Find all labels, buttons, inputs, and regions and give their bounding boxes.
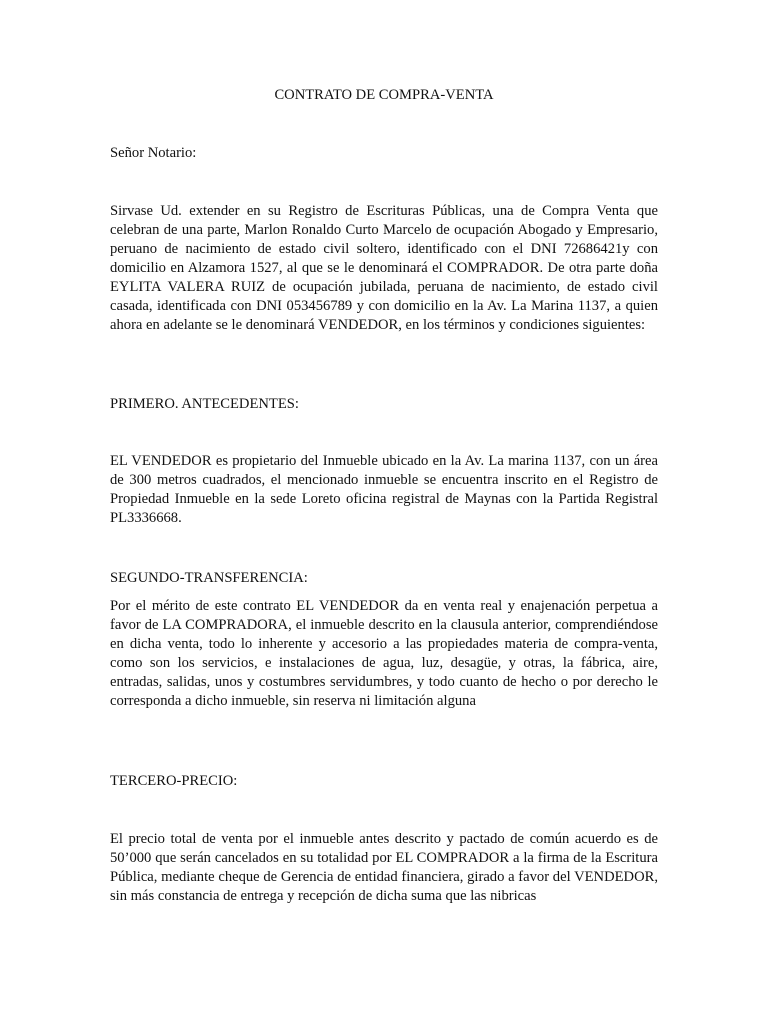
salutation: Señor Notario: — [110, 145, 197, 161]
intro-paragraph: Sirvase Ud. extender en su Registro de Escrituras Públicas, una de Compra Venta que celebran de una parte, Marlon Ronaldo Curto Marcelo de ocupación Abogado y Empresario, peruano de nacimiento de estado civil soltero, identificado con el DNI 72686421y con domicilio en Alzamora 1527, al que se le denominará el COMPRADOR. De otra parte doña EYLITA VALERA RUIZ de ocupación jubilada, peruana de nacimiento, de estado civil casada, identificada con DNI 053456789 y con domicilio en la Av. La Marina 1137, a quien ahora en adelante se le denominará VENDEDOR, en los términos y condiciones siguientes: — [110, 203, 658, 333]
section-segundo-paragraph: Por el mérito de este contrato EL VENDEDOR da en venta real y enajenación perpetua a favor de LA COMPRADORA, el inmueble descrito en la clausula anterior, comprendiéndose en dicha venta, todo lo inherente y accesorio a las propiedades materia de compra-venta, como son los servicios, e instalaciones de agua, luz, desagüe, y otras, la fábrica, aire, entradas, salidas, unos y costumbres servidumbres, y todo cuanto de hecho o por derecho le corresponda a dicho inmueble, sin reserva ni limitación alguna — [110, 598, 658, 709]
section-primero-heading: PRIMERO. ANTECEDENTES: — [110, 396, 299, 412]
section-tercero-paragraph: El precio total de venta por el inmueble antes descrito y pactado de común acuerdo es de 50’000 que serán cancelados en su totalidad por EL COMPRADOR a la firma de la Escritura Pública, mediante cheque de Gerencia de entidad financiera, girado a favor del VENDEDOR, sin más constancia de entrega y recepción de dicha suma que las nibricas — [110, 831, 658, 904]
section-segundo-heading: SEGUNDO-TRANSFERENCIA: — [110, 570, 308, 586]
section-tercero-heading: TERCERO-PRECIO: — [110, 773, 238, 789]
section-primero-paragraph: EL VENDEDOR es propietario del Inmueble ubicado en la Av. La marina 1137, con un área de 300 metros cuadrados, el mencionado inmueble se encuentra inscrito en el Registro de Propiedad Inmueble en la sede Loreto oficina registral de Maynas con la Partida Registral PL3336668. — [110, 453, 658, 526]
document-title: CONTRATO DE COMPRA-VENTA — [274, 87, 494, 103]
